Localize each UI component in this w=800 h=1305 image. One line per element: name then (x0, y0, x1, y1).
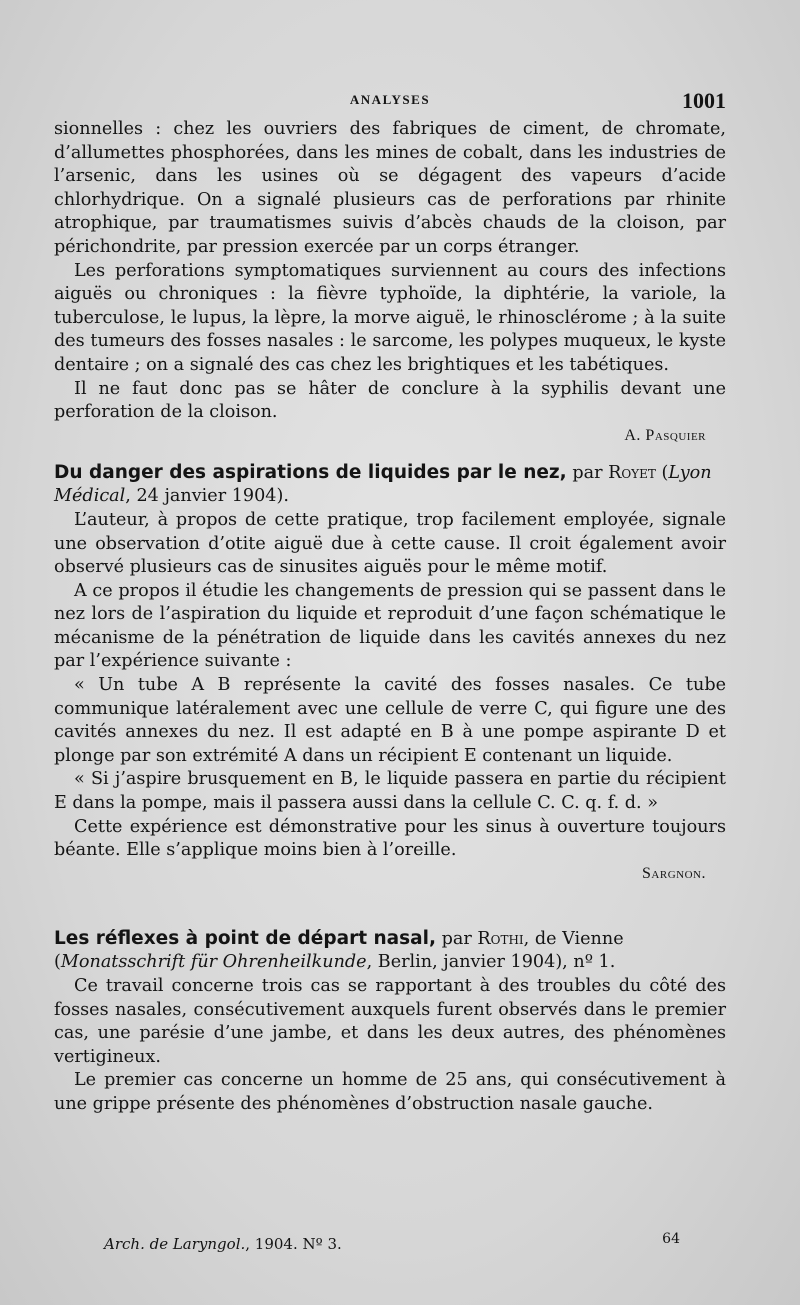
paragraph: Ce travail concerne trois cas se rapportant à des troubles du côté des fosses nasales, consécutivement auxquels furent observés dans le premier cas, une parésie d’une jambe, et dans les deux autres, des phénomènes vertigineux. (54, 976, 726, 1067)
running-head (54, 88, 726, 118)
section-title: ANALYSES (349, 92, 431, 107)
article-reflexes (54, 927, 726, 1117)
article-aspirations (54, 461, 726, 883)
author-name: Rothi (477, 928, 524, 949)
paragraph: Cette expérience est démonstrative pour les sinus à ouverture toujours béante. Elle s’applique moins bien à l’oreille. (54, 816, 726, 861)
paragraph: Il ne faut donc pas se hâter de conclure à la syphilis devant une perforation de la cloison. (54, 378, 726, 423)
footer-issue: , 1904. Nº 3. (245, 1235, 342, 1253)
footer-journal: Arch. de Laryngol. (104, 1235, 246, 1253)
publication-date: , Berlin, janvier 1904), nº 1. (366, 952, 616, 973)
signature-mark: 64 (662, 1231, 680, 1247)
author-signature: A. Pasquier (624, 426, 706, 444)
article-title: Les réflexes à point de départ nasal, (54, 927, 436, 949)
article-heading: Les réflexes à point de départ nasal, par Rothi, de Vienne (Monatsschrift für Ohrenheilkunde, Berlin, janvier 1904), nº 1. (54, 927, 624, 973)
journal-name: Lyon Médical (54, 462, 712, 507)
author-location: , de Vienne (523, 928, 624, 949)
author-name: Royet (608, 462, 656, 483)
paragraph: « Un tube A B représente la cavité des fosses nasales. Ce tube communique latéralement avec une cellule de verre C, qui figure une des cavités annexes du nez. Il est adapté en B à une pompe aspirante D et plonge par son extrémité A dans un récipient E contenant un liquide. (54, 675, 726, 766)
paragraph: « Si j’aspire brusquement en B, le liquide passera en partie du récipient E dans la pompe, mais il passera aussi dans la cellule C. C. q. f. d. » (54, 769, 726, 814)
by-word: par (441, 928, 472, 949)
author-signature: Sargnon. (642, 864, 706, 882)
page-number: 1001 (682, 88, 726, 113)
by-word: par (572, 462, 603, 483)
article-title: Du danger des aspirations de liquides par le nez, (54, 461, 567, 483)
paragraph: Les perforations symptomatiques surviennent au cours des infections aiguës ou chroniques : la fièvre typhoïde, la diphtérie, la variole, la tuberculose, le lupus, la lèpre, la morve aiguë, le rhinosclérome ; à la suite des tumeurs des fosses nasales : le sarcome, les polypes muqueux, le kyste dentaire ; on a signalé des cas chez les brightiques et les tabétiques. (54, 260, 726, 375)
publication-date: , 24 janvier 1904). (125, 486, 289, 507)
paragraph: A ce propos il étudie les changements de pression qui se passent dans le nez lors de l’aspiration du liquide et reproduit d’une façon schématique le mécanisme de la pénétration de liquide dans les cavités annexes du nez par l’expérience suivante : (54, 580, 726, 672)
paragraph: Le premier cas concerne un homme de 25 ans, qui consécutivement à une grippe présente des phénomènes d’obstruction nasale gauche. (54, 1070, 726, 1114)
paragraph: L’auteur, à propos de cette pratique, trop facilement employée, signale une observation d’otite aiguë due à cette cause. Il croit également avoir observé plusieurs cas de sinusites aiguës pour le même motif. (54, 509, 726, 578)
article-heading: Du danger des aspirations de liquides par le nez, par Royet (Lyon Médical, 24 janvier 1904). (54, 461, 712, 507)
journal-name: Monatsschrift für Ohrenheilkunde (60, 952, 367, 973)
page-footer (104, 1231, 680, 1253)
paragraph: sionnelles : chez les ouvriers des fabriques de ciment, de chromate, d’allumettes phosphorées, dans les mines de cobalt, dans les industries de l’arsenic, dans les usines où se dégagent des vapeurs d’acide chlorhydrique. On a signalé plusieurs cas de perforations par rhinite atrophique, par traumatismes suivis d’abcès chauds de la cloison, par périchondrite, par pression exercée par un corps étranger. (54, 119, 726, 257)
article-continued (54, 118, 726, 445)
